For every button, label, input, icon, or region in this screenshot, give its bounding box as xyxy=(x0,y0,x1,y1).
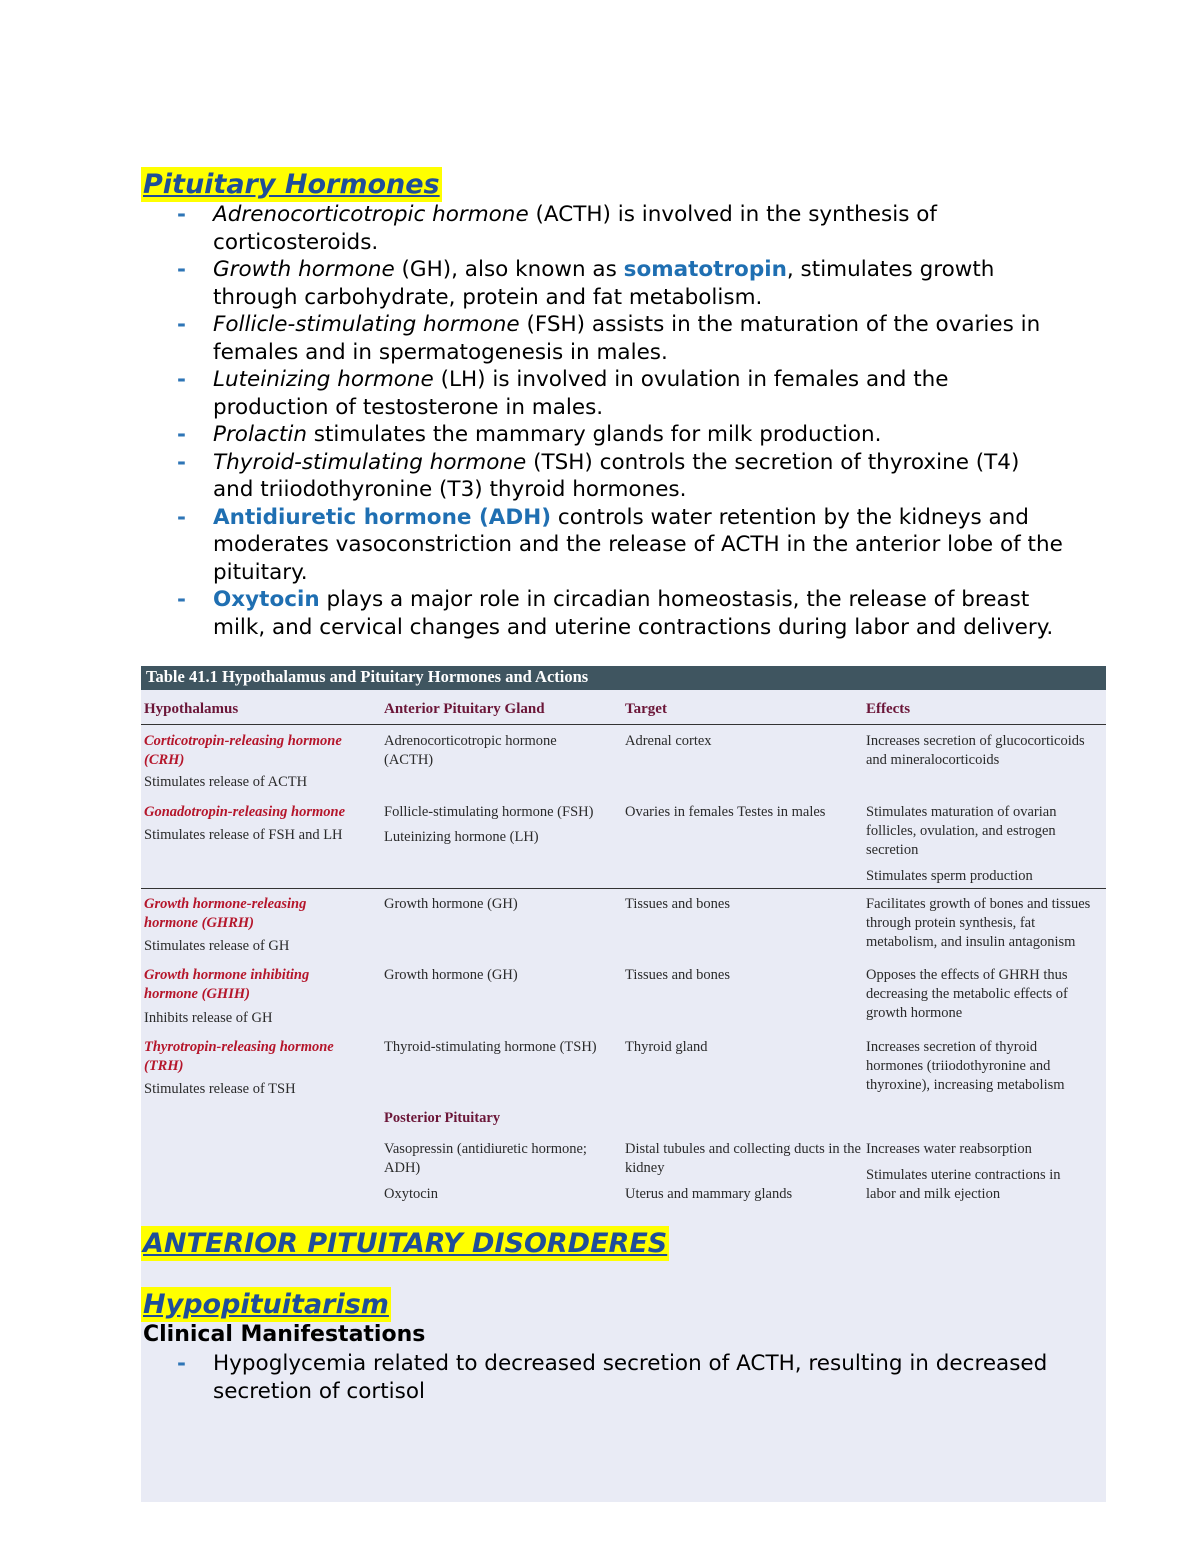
header-target: Target xyxy=(625,701,667,717)
ghih-target: Tissues and bones xyxy=(625,967,731,983)
crh-action: Stimulates release of ACTH xyxy=(144,774,308,790)
gnrh-effect-2: Stimulates sperm production xyxy=(866,868,1033,884)
header-hypothalamus: Hypothalamus xyxy=(144,701,239,717)
gnrh-effect-1: Stimulates maturation of ovarian follicles, ovulation, and estrogen secretion xyxy=(866,804,1057,858)
trh-effect: Increases secretion of thyroid hormones (triiodothyronine and thyroxine), increasing metabolism xyxy=(866,1039,1065,1093)
list-item: - Hypoglycemia related to decreased secretion of ACTH, resulting in decreased secretion of cortisol xyxy=(177,1351,1048,1404)
vasopressin-effect: Increases water reabsorption xyxy=(866,1141,1032,1157)
list-item: - Thyroid-stimulating hormone (TSH) controls the secretion of thyroxine (T4) and triiodothyronine (T3) thyroid hormones. xyxy=(177,449,1020,502)
dash-bullet: - xyxy=(177,312,186,337)
crh-gland: Adrenocorticotropic hormone (ACTH) xyxy=(384,733,557,768)
dash-bullet: - xyxy=(177,422,186,447)
dash-bullet: - xyxy=(177,504,186,530)
ghrh-gland: Growth hormone (GH) xyxy=(384,896,518,912)
table-title: Table 41.1 Hypothalamus and Pituitary Hormones and Actions xyxy=(141,666,1106,690)
ghih-gland: Growth hormone (GH) xyxy=(384,967,518,983)
heading-pituitary-hormones: Pituitary Hormones xyxy=(143,169,440,200)
trh-target: Thyroid gland xyxy=(625,1039,708,1055)
gnrh-name: Gonadotropin-releasing hormone xyxy=(144,804,346,820)
list-item: - Growth hormone (GH), also known as somatotropin, stimulates growth through carbohydrate, protein and fat metabolism. xyxy=(177,257,995,310)
crh-effect: Increases secretion of glucocorticoids and mineralocorticoids xyxy=(866,733,1085,768)
heading-anterior-pituitary-disorders: ANTERIOR PITUITARY DISORDERES xyxy=(143,1228,668,1259)
header-effects: Effects xyxy=(866,701,911,717)
oxytocin-effect: Stimulates uterine contractions in labor and milk ejection xyxy=(866,1167,1061,1202)
trh-gland: Thyroid-stimulating hormone (TSH) xyxy=(384,1039,597,1055)
ghih-effect: Opposes the effects of GHRH thus decreasing the metabolic effects of growth hormone xyxy=(866,967,1068,1021)
list-item: - Prolactin stimulates the mammary glands for milk production. xyxy=(177,422,882,447)
gnrh-action: Stimulates release of FSH and LH xyxy=(144,827,343,843)
dash-bullet: - xyxy=(177,1351,186,1376)
gnrh-target: Ovaries in females Testes in males xyxy=(625,804,826,820)
ghrh-action: Stimulates release of GH xyxy=(144,938,290,954)
list-item: - Luteinizing hormone (LH) is involved in ovulation in females and the production of testosterone in males. xyxy=(177,367,949,420)
list-item: - Antidiuretic hormone (ADH) controls water retention by the kidneys and moderates vasoconstriction and the release of ACTH in the anterior lobe of the pituitary. xyxy=(177,504,1063,585)
dash-bullet: - xyxy=(177,587,186,612)
ghrh-name: Growth hormone-releasing hormone (GHRH) xyxy=(144,896,307,931)
ghih-action: Inhibits release of GH xyxy=(144,1010,273,1026)
list-item: - Follicle-stimulating hormone (FSH) assists in the maturation of the ovaries in females and in spermatogenesis in males. xyxy=(177,312,1041,365)
list-item: - Oxytocin plays a major role in circadian homeostasis, the release of breast milk, and cervical changes and uterine contractions during labor and delivery. xyxy=(177,587,1054,640)
vasopressin-gland: Vasopressin (antidiuretic hormone; ADH) xyxy=(384,1141,587,1176)
header-anterior-pituitary: Anterior Pituitary Gland xyxy=(384,701,545,717)
oxytocin-gland: Oxytocin xyxy=(384,1186,438,1202)
gnrh-gland-lh: Luteinizing hormone (LH) xyxy=(384,829,539,845)
dash-bullet: - xyxy=(177,367,186,392)
ghrh-effect: Facilitates growth of bones and tissues through protein synthesis, fat metabolism, and insulin antagonism xyxy=(866,896,1091,950)
ghrh-target: Tissues and bones xyxy=(625,896,731,912)
list-item: - Adrenocorticotropic hormone (ACTH) is involved in the synthesis of corticosteroids. xyxy=(177,202,937,255)
trh-action: Stimulates release of TSH xyxy=(144,1081,296,1097)
ghih-name: Growth hormone inhibiting hormone (GHIH) xyxy=(144,967,310,1002)
dash-bullet: - xyxy=(177,449,186,475)
dash-bullet: - xyxy=(177,257,186,282)
vasopressin-target: Distal tubules and collecting ducts in the kidney xyxy=(625,1141,861,1176)
heading-hypopituitarism: Hypopituitarism xyxy=(143,1289,389,1320)
oxytocin-target: Uterus and mammary glands xyxy=(625,1186,793,1202)
gnrh-gland-fsh: Follicle-stimulating hormone (FSH) xyxy=(384,804,594,820)
table-divider xyxy=(141,888,1106,889)
subheading-clinical-manifestations: Clinical Manifestations xyxy=(143,1322,426,1347)
table-header-row xyxy=(141,698,1106,725)
crh-name: Corticotropin-releasing hormone (CRH) xyxy=(144,733,342,768)
trh-name: Thyrotropin-releasing hormone (TRH) xyxy=(144,1039,334,1074)
crh-target: Adrenal cortex xyxy=(625,733,712,749)
clinical-manifestations-list xyxy=(0,1350,1063,1405)
dash-bullet: - xyxy=(177,202,186,227)
posterior-pituitary-title: Posterior Pituitary xyxy=(384,1110,501,1126)
pituitary-hormones-list xyxy=(0,201,1063,641)
